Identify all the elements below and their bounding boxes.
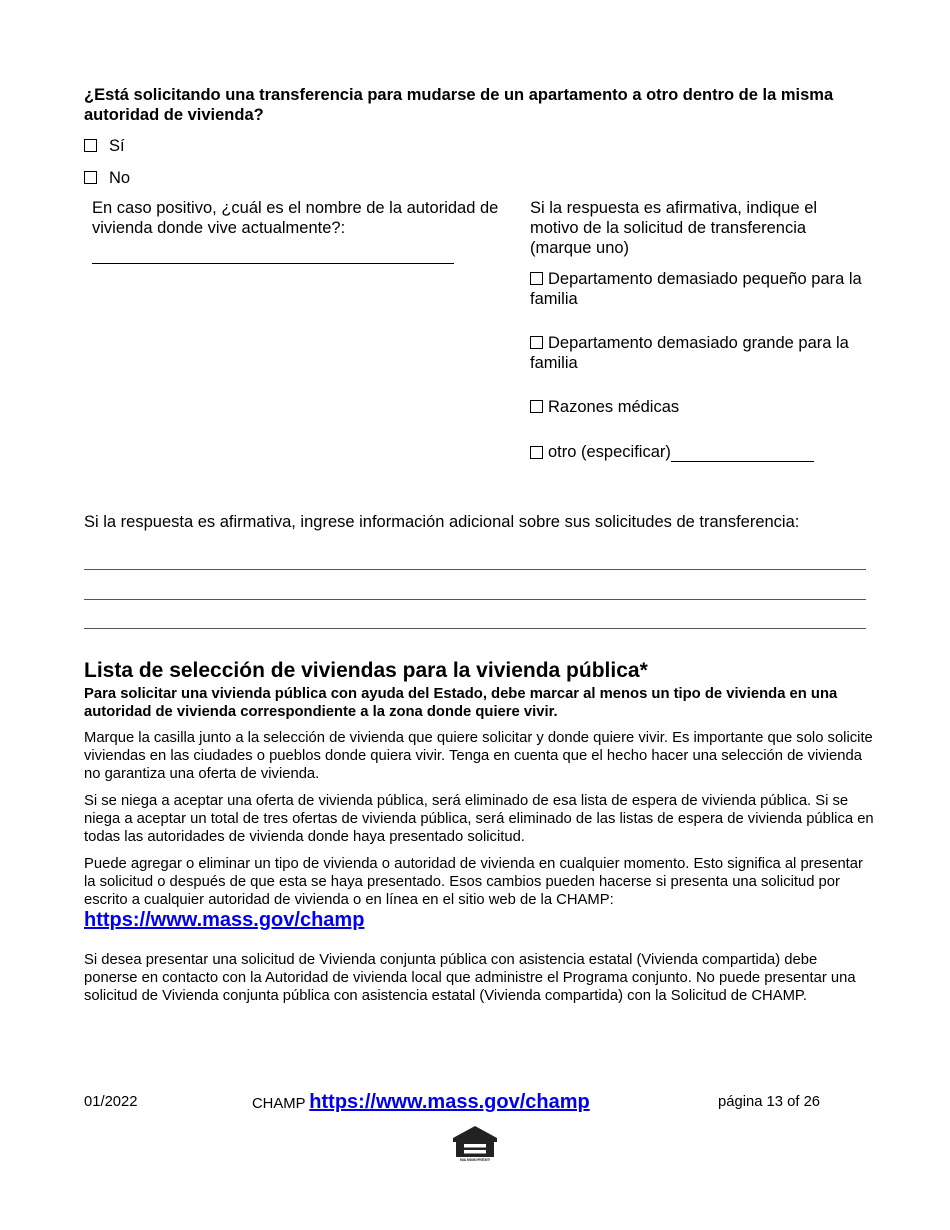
reason-medical-label: Razones médicas [548,398,680,416]
champ-link[interactable]: https://www.mass.gov/champ [84,909,365,931]
paragraph-add-remove: Puede agregar o eliminar un tipo de vivienda o autoridad de vivienda en cualquier momento. Esto significa al presentar la solicitud o después de que esta se haya presentado. Esos cambios pueden hacerse si presenta una solicitud por escrito a cualquier autoridad de vivienda o en línea en el sitio web de la CHAMP: [84,856,863,908]
reason-option-other[interactable] [530,442,870,462]
yes-checkbox[interactable] [84,139,97,152]
equal-housing-logo-text: EQUAL HOUSING OPPORTUNITY [460,1158,491,1162]
reason-small-checkbox[interactable] [530,272,543,285]
transfer-question: ¿Está solicitando una transferencia para mudarse de un apartamento a otro dentro de la misma autoridad de vivienda? [84,86,834,124]
reason-large-label: Departamento demasiado grande para la familia [530,334,849,372]
footer-link[interactable]: https://www.mass.gov/champ [309,1091,590,1113]
reason-other-field[interactable] [671,443,814,462]
current-authority-question: En caso positivo, ¿cuál es el nombre de la autoridad de vivienda donde vive actualmente?: [92,199,499,237]
footer-champ-label: CHAMP [252,1096,306,1112]
option-no[interactable] [84,168,130,188]
reason-prompt: Si la respuesta es afirmativa, indique el motivo de la solicitud de transferencia (marque uno) [530,199,818,257]
additional-info-line-3[interactable] [84,628,866,629]
current-authority-underline [92,263,454,264]
yes-label: Sí [109,137,125,155]
footer-date: 01/2022 [84,1094,138,1110]
no-checkbox[interactable] [84,171,97,184]
option-yes[interactable] [84,136,125,156]
current-authority-field[interactable] [92,242,454,264]
paragraph-mark-box: Marque la casilla junto a la selección de vivienda que quiere solicitar y donde quiere vivir. Es importante que solo solicite viviendas en las ciudades o pueblos donde quiera vivir. Tenga en cuenta que el hecho hacer una selección de vivienda no garantiza una oferta de vivienda. [84,730,873,782]
reason-other-label: otro (especificar) [548,443,671,461]
paragraph-refuse-offer: Si se niega a aceptar una oferta de vivienda pública, será eliminado de esa lista de espera de vivienda pública. Si se niega a aceptar un total de tres ofertas de vivienda pública, será eliminado de las listas de espera de vivienda pública en todas las autoridades de vivienda donde haya presentado solicitud. [84,793,874,845]
no-label: No [109,169,131,187]
section-title: Lista de selección de viviendas para la vivienda pública* [84,659,648,682]
reason-large-checkbox[interactable] [530,336,543,349]
paragraph-shared-housing: Si desea presentar una solicitud de Vivienda conjunta pública con asistencia estatal (Vivienda compartida) debe ponerse en contacto con la Autoridad de vivienda local que administre el Programa conjunto. No puede presentar una solicitud de Vivienda conjunta pública con asistencia estatal (Vivienda compartida) con la Solicitud de CHAMP. [84,952,856,1004]
footer-page-number: página 13 of 26 [718,1094,821,1110]
section-subtitle: Para solicitar una vivienda pública con ayuda del Estado, debe marcar al menos un tipo de vivienda en una autoridad de vivienda correspondiente a la zona donde quiere vivir. [84,686,838,720]
reason-option-small[interactable] [530,269,870,309]
reason-option-large[interactable] [530,333,870,373]
additional-info-line-2[interactable] [84,599,866,600]
additional-info-prompt: Si la respuesta es afirmativa, ingrese información adicional sobre sus solicitudes de transferencia: [84,513,800,531]
footer-center [252,1090,590,1116]
additional-info-line-1[interactable] [84,569,866,570]
reason-small-label: Departamento demasiado pequeño para la familia [530,270,862,308]
equal-housing-logo [450,1125,500,1165]
reason-medical-checkbox[interactable] [530,400,543,413]
reason-option-medical[interactable] [530,397,870,417]
equal-housing-icon [450,1125,500,1165]
reason-other-checkbox[interactable] [530,446,543,459]
